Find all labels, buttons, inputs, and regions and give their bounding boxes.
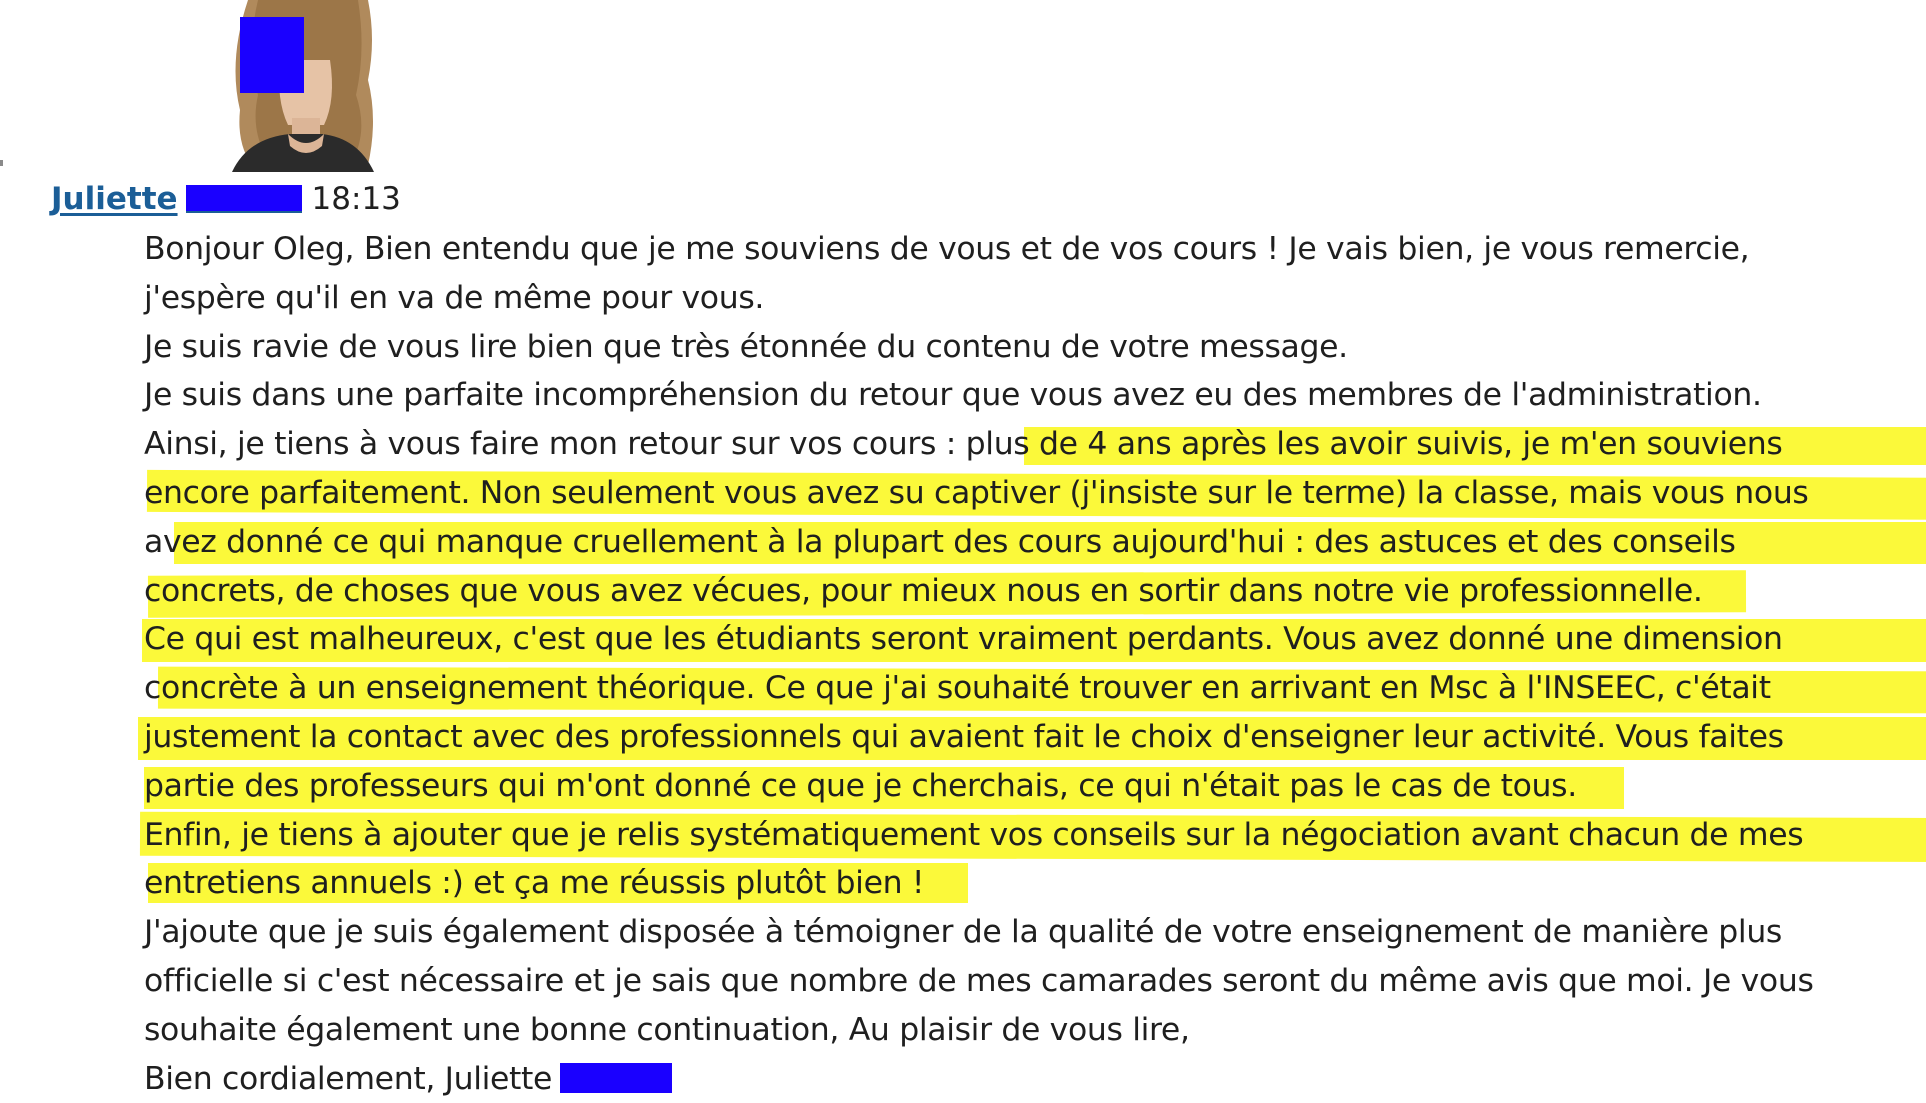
author-name-redaction (186, 185, 302, 213)
message-line: concrets, de choses que vous avez vécues, pour mieux nous en sortir dans notre vie professionnelle. (144, 567, 1904, 616)
message-line: concrète à un enseignement théorique. Ce que j'ai souhaité trouver en arrivant en Msc à l'INSEEC, c'était (144, 664, 1904, 713)
avatar-redaction-box (240, 17, 304, 93)
message-header (51, 176, 401, 222)
message-line: j'espère qu'il en va de même pour vous. (144, 279, 765, 316)
message-line: entretiens annuels :) et ça me réussis plutôt bien ! (144, 859, 1904, 908)
message-line: officielle si c'est nécessaire et je sais que nombre de mes camarades seront du même avis que moi. Je vous (144, 962, 1814, 999)
message-line: J'ajoute que je suis également disposée à témoigner de la qualité de votre enseignement de manière plus (144, 914, 1782, 951)
signature-redaction (560, 1063, 672, 1093)
message-line: encore parfaitement. Non seulement vous avez su captiver (j'insiste sur le terme) la classe, mais vous nous (144, 469, 1904, 518)
message-line: Enfin, je tiens à ajouter que je relis systématiquement vos conseils sur la négociation avant chacun de mes (144, 811, 1904, 860)
message-timestamp: 18:13 (311, 181, 401, 217)
author-first-name: Juliette (51, 181, 178, 217)
message-line: Ainsi, je tiens à vous faire mon retour sur vos cours : plus de 4 ans après les avoir suivis, je m'en souviens (144, 420, 1904, 469)
window-edge-marker (0, 160, 3, 166)
message-line: Je suis ravie de vous lire bien que très étonnée du contenu de votre message. (144, 328, 1348, 365)
message-line: Je suis dans une parfaite incompréhension du retour que vous avez eu des membres de l'administration. (144, 377, 1762, 414)
message-line: Ce qui est malheureux, c'est que les étudiants seront vraiment perdants. Vous avez donné une dimension (144, 615, 1904, 664)
message-line: souhaite également une bonne continuation, Au plaisir de vous lire, (144, 1011, 1190, 1048)
author-name-link[interactable] (51, 181, 312, 217)
message-body (144, 225, 1904, 1103)
message-line: avez donné ce qui manque cruellement à la plupart des cours aujourd'hui : des astuces et des conseils (144, 518, 1904, 567)
message-line: partie des professeurs qui m'ont donné ce que je cherchais, ce qui n'était pas le cas de tous. (144, 762, 1904, 811)
message-signature: Bien cordialement, Juliette (144, 1055, 1904, 1103)
avatar[interactable] (218, 0, 384, 172)
message-line: Bonjour Oleg, Bien entendu que je me souviens de vous et de vos cours ! Je vais bien, je vous remercie, (144, 231, 1750, 267)
message-line: justement la contact avec des professionnels qui avaient fait le choix d'enseigner leur activité. Vous faites (144, 713, 1904, 762)
